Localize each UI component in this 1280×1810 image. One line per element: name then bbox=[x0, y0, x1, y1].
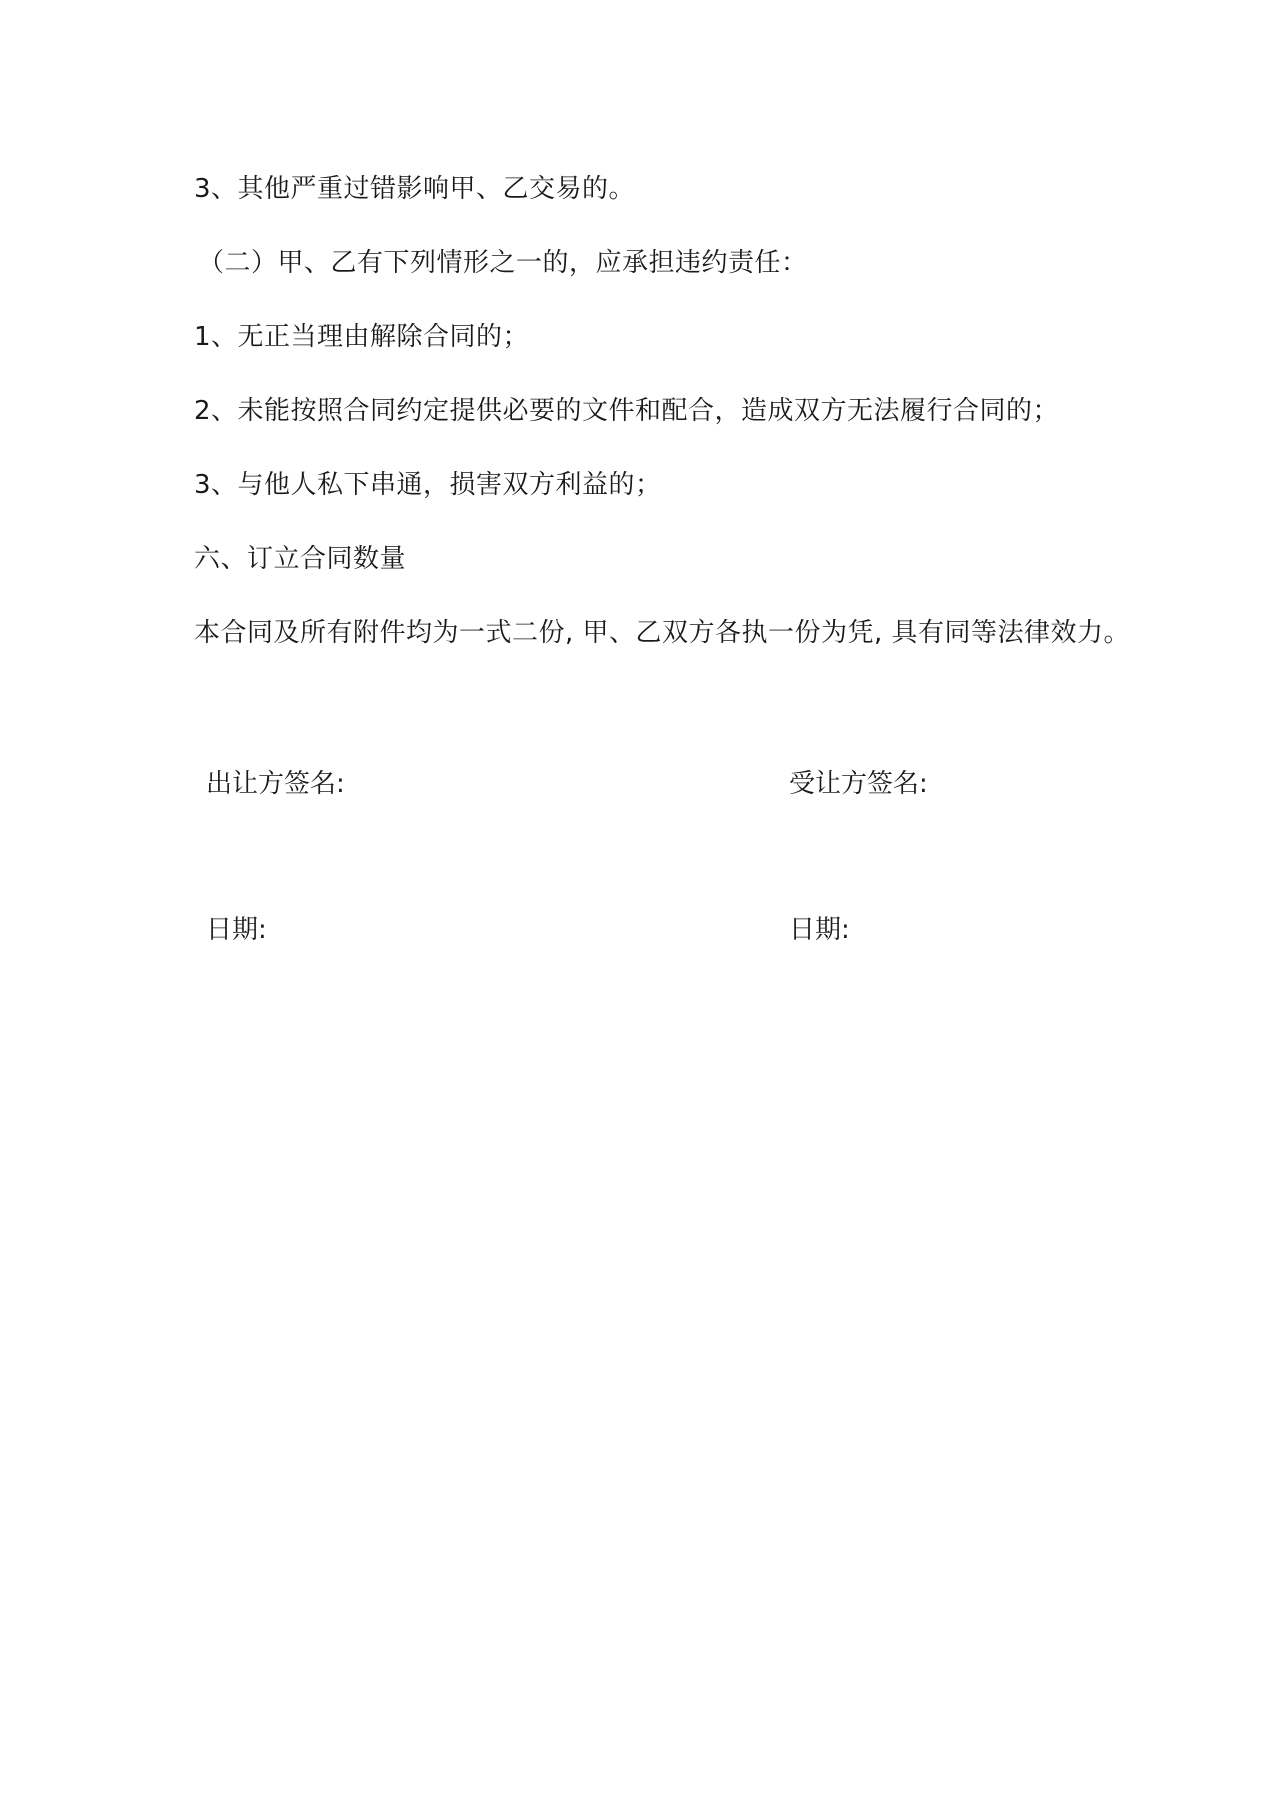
clause-3-collusion: 3、与他人私下串通，损害双方利益的； bbox=[194, 470, 662, 500]
clause-3-severe-fault: 3、其他严重过错影响甲、乙交易的。 bbox=[194, 174, 636, 204]
transferor-date-label: 日期: bbox=[206, 915, 267, 945]
clause-2-missing-documents: 2、未能按照合同约定提供必要的文件和配合，造成双方无法履行合同的； bbox=[194, 396, 1060, 426]
section-breach-heading: （二）甲、乙有下列情形之一的，应承担违约责任： bbox=[198, 248, 808, 278]
contract-copies-paragraph: 本合同及所有附件均为一式二份, 甲、乙双方各执一份为凭, 具有同等法律效力。 bbox=[194, 618, 1131, 648]
transferor-signature-label: 出让方签名: bbox=[206, 769, 345, 799]
clause-1-unjustified-termination: 1、无正当理由解除合同的； bbox=[194, 322, 530, 352]
transferee-date-label: 日期: bbox=[789, 915, 850, 945]
section-six-heading: 六、订立合同数量 bbox=[194, 544, 407, 574]
transferee-signature-label: 受让方签名: bbox=[789, 769, 928, 799]
